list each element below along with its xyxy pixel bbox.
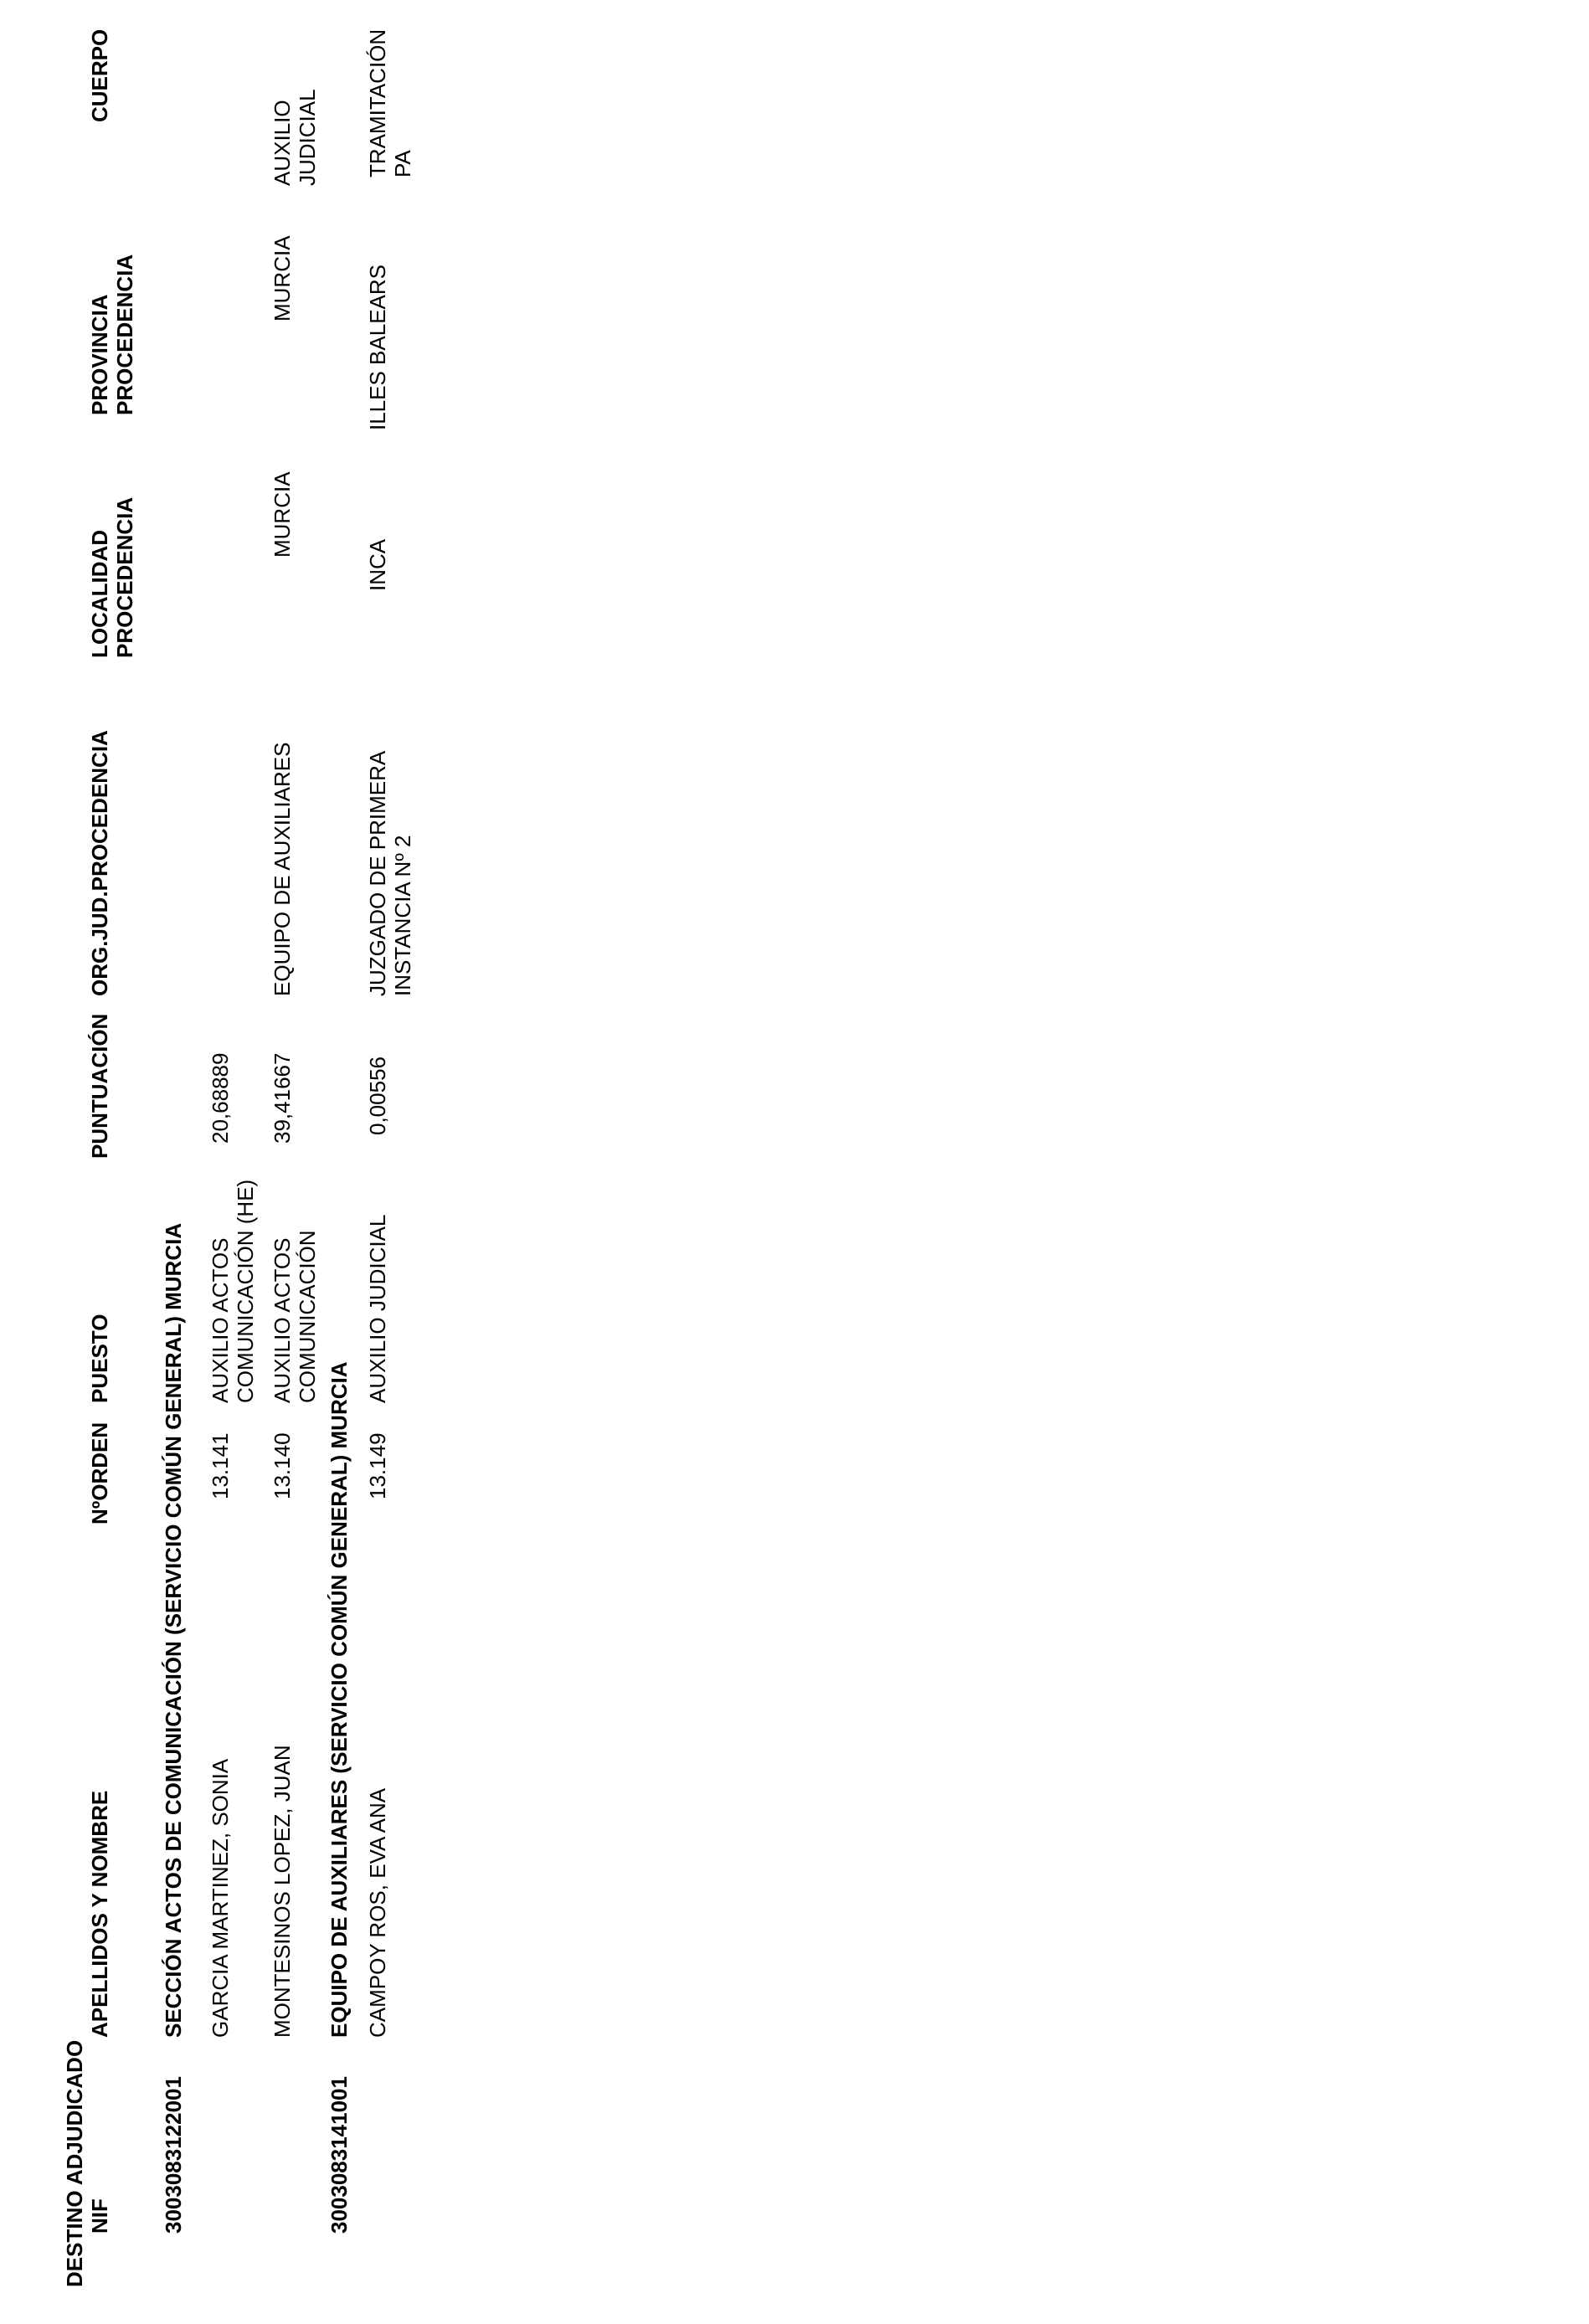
row-cuerpo-line1: TRAMITACIÓN [365, 28, 390, 177]
group-name: EQUIPO DE AUXILIARES (SERVICIO COMÚN GENERAL) MURCIA [327, 1361, 352, 2038]
row-puntuacion: 39,41667 [270, 1052, 295, 1144]
row-orden: 13.141 [208, 1432, 233, 1499]
row-org-jud-procedencia-line1: JUZGADO DE PRIMERA [365, 750, 390, 996]
row-orden: 13.149 [365, 1432, 390, 1499]
row-cuerpo-line2: JUDICIAL [295, 89, 320, 186]
row-cuerpo-line1: AUXILIO [270, 100, 295, 186]
header-puesto: PUESTO [87, 1314, 112, 1403]
header-localidad-procedencia-line2: PROCEDENCIA [112, 496, 137, 658]
header-numero-orden: NºORDEN [87, 1422, 112, 1524]
row-puesto-line1: AUXILIO ACTOS [208, 1237, 233, 1403]
header-org-jud-procedencia: ORG.JUD.PROCEDENCIA [87, 730, 112, 996]
row-cuerpo-line2: PA [390, 150, 415, 177]
row-orden: 13.140 [270, 1432, 295, 1499]
header-localidad-procedencia-line1: LOCALIDAD [87, 529, 112, 658]
row-nombre: MONTESINOS LOPEZ, JUAN [270, 1745, 295, 2038]
header-provincia-procedencia-line2: PROCEDENCIA [112, 254, 137, 415]
row-nombre: CAMPOY ROS, EVA ANA [365, 1787, 390, 2038]
row-puntuacion: 20,68889 [208, 1052, 233, 1144]
row-localidad: INCA [365, 538, 390, 591]
row-provincia: MURCIA [270, 235, 295, 321]
row-puesto-line2: COMUNICACIÓN (HE) [233, 1179, 258, 1403]
group-name: SECCIÓN ACTOS DE COMUNICACIÓN (SERVICIO COMÚN GENERAL) MURCIA [161, 1222, 186, 2038]
row-org-jud-procedencia: EQUIPO DE AUXILIARES [270, 742, 295, 996]
group-code: 3003083122001 [161, 2076, 186, 2234]
header-puntuacion: PUNTUACIÓN [87, 1013, 112, 1159]
header-cuerpo: CUERPO [87, 28, 112, 122]
page-title: DESTINO ADJUDICADO [62, 2039, 87, 2287]
row-puesto-line2: COMUNICACIÓN [295, 1230, 320, 1403]
row-puesto: AUXILIO JUDICIAL [365, 1214, 390, 1403]
header-nif: NIF [87, 2198, 112, 2234]
row-localidad: MURCIA [270, 471, 295, 558]
group-code: 3003083141001 [327, 2076, 352, 2234]
row-puntuacion: 0,00556 [365, 1057, 390, 1135]
row-nombre: GARCIA MARTINEZ, SONIA [208, 1758, 233, 2038]
row-provincia: ILLES BALEARS [365, 265, 390, 430]
row-puesto-line1: AUXILIO ACTOS [270, 1237, 295, 1403]
row-org-jud-procedencia-line2: INSTANCIA Nº 2 [390, 835, 415, 996]
header-provincia-procedencia-line1: PROVINCIA [87, 294, 112, 415]
header-apellidos-nombre: APELLIDOS Y NOMBRE [87, 1790, 112, 2038]
